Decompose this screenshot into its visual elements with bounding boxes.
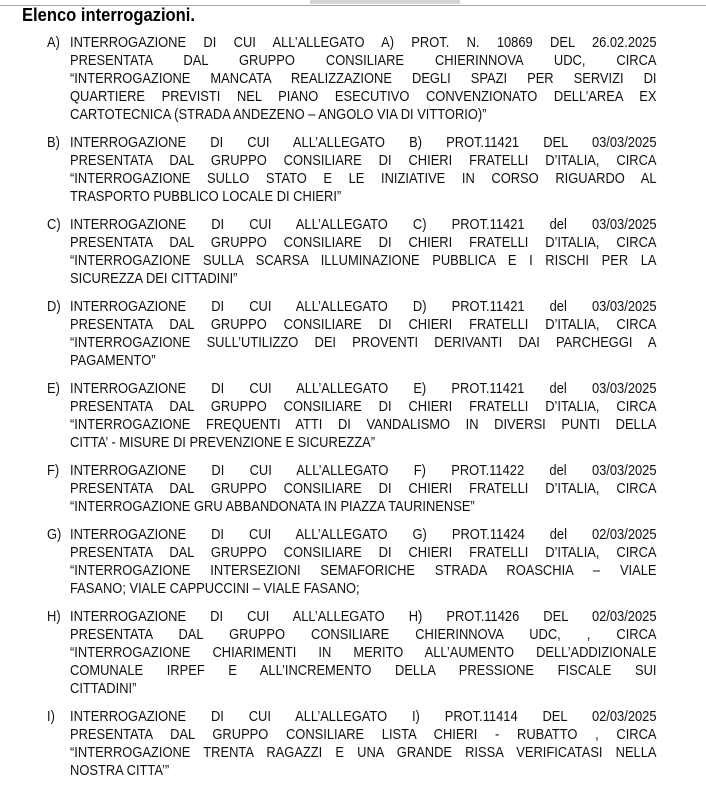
- text-line-content: PAGAMENTO”: [70, 352, 156, 369]
- interrogation-list: [0, 34, 706, 790]
- text-line: [70, 52, 657, 70]
- text-line: [70, 334, 657, 352]
- text-line-content: “INTERROGAZIONE SULLA SCARSA ILLUMINAZIONE PUBBLICA E I RISCHI PER LA: [70, 252, 657, 269]
- list-item-text: [70, 298, 657, 370]
- text-line-content: NOSTRA CITTA’”: [70, 762, 170, 779]
- text-line: [70, 526, 657, 544]
- list-item: [0, 34, 706, 124]
- text-line: [70, 416, 657, 434]
- text-line-content: “INTERROGAZIONE SULLO STATO E LE INIZIATIVE IN CORSO RIGUARDO AL: [70, 170, 657, 187]
- text-line-content: TRASPORTO PUBBLICO LOCALE DI CHIERI”: [70, 188, 342, 205]
- list-item-text: [70, 216, 657, 288]
- text-line-content: PRESENTATA DAL GRUPPO CONSILIARE DI CHIERI FRATELLI D’ITALIA, CIRCA: [70, 316, 657, 333]
- text-line-content: INTERROGAZIONE DI CUI ALL’ALLEGATO A) PROT. N. 10869 DEL 26.02.2025: [70, 34, 657, 51]
- text-line-content: PRESENTATA DAL GRUPPO CONSILIARE DI CHIERI FRATELLI D’ITALIA, CIRCA: [70, 152, 657, 169]
- text-line-content: PRESENTATA DAL GRUPPO CONSILIARE DI CHIERI FRATELLI D’ITALIA, CIRCA: [70, 480, 657, 497]
- text-line: [70, 352, 657, 370]
- list-item-text: [70, 134, 657, 206]
- text-line: [70, 762, 657, 780]
- section-heading: Elenco interrogazioni.: [22, 5, 195, 25]
- text-line: [70, 462, 657, 480]
- text-line-content: “INTERROGAZIONE INTERSEZIONI SEMAFORICHE STRADA ROASCHIA – VIALE: [70, 562, 657, 579]
- list-item-text: [70, 34, 657, 124]
- list-item: [0, 380, 706, 452]
- list-item-text: [70, 526, 657, 598]
- text-line-content: PRESENTATA DAL GRUPPO CONSILIARE DI CHIERI FRATELLI D’ITALIA, CIRCA: [70, 398, 657, 415]
- list-item-label: H): [47, 608, 61, 625]
- text-line-content: CITTADINI”: [70, 680, 137, 697]
- list-item-label: A): [47, 34, 60, 51]
- text-line-content: “INTERROGAZIONE FREQUENTI ATTI DI VANDALISMO IN DIVERSI PUNTI DELLA: [70, 416, 657, 433]
- text-line-content: PRESENTATA DAL GRUPPO CONSILIARE DI CHIERI FRATELLI D’ITALIA, CIRCA: [70, 234, 657, 251]
- text-line: [70, 34, 657, 52]
- list-item: [0, 134, 706, 206]
- text-line-content: PRESENTATA DAL GRUPPO CONSILIARE LISTA CHIERI - RUBATTO , CIRCA: [70, 726, 657, 743]
- list-item-label: F): [47, 462, 60, 479]
- list-item: [0, 216, 706, 288]
- list-item-label: I): [47, 708, 55, 725]
- text-line-content: INTERROGAZIONE DI CUI ALL’ALLEGATO D) PROT.11421 del 03/03/2025: [70, 298, 657, 315]
- text-line: [70, 106, 657, 124]
- text-line: [70, 152, 657, 170]
- text-line-content: SICUREZZA DEI CITTADINI”: [70, 270, 238, 287]
- list-item-label: G): [47, 526, 62, 543]
- scrollbar-thumb[interactable]: [310, 0, 460, 4]
- text-line: [70, 270, 657, 288]
- text-line: [70, 252, 657, 270]
- text-line-content: “INTERROGAZIONE CHIARIMENTI IN MERITO ALL’AUMENTO DELL’ADDIZIONALE: [70, 644, 657, 661]
- text-line-content: INTERROGAZIONE DI CUI ALL’ALLEGATO H) PROT.11426 DEL 02/03/2025: [70, 608, 657, 625]
- text-line-content: CITTA’ - MISURE DI PREVENZIONE E SICUREZZA”: [70, 434, 376, 451]
- text-line-content: COMUNALE IRPEF E ALL’INCREMENTO DELLA PRESSIONE FISCALE SUI: [70, 662, 657, 679]
- text-line: [70, 662, 657, 680]
- list-item-text: [70, 380, 657, 452]
- text-line: [70, 580, 657, 598]
- text-line: [70, 298, 657, 316]
- text-line: [70, 380, 657, 398]
- text-line-content: INTERROGAZIONE DI CUI ALL’ALLEGATO E) PROT.11421 del 03/03/2025: [70, 380, 657, 397]
- list-item-text: [70, 608, 657, 698]
- text-line-content: “INTERROGAZIONE TRENTA RAGAZZI E UNA GRANDE RISSA VERIFICATASI NELLA: [70, 744, 657, 761]
- text-line: [70, 544, 657, 562]
- list-item-text: [70, 708, 657, 780]
- text-line-content: CARTOTECNICA (STRADA ANDEZENO – ANGOLO VIA DI VITTORIO)”: [70, 106, 487, 123]
- list-item: [0, 708, 706, 780]
- list-item-label: E): [47, 380, 60, 397]
- text-line: [70, 434, 657, 452]
- text-line-content: PRESENTATA DAL GRUPPO CONSILIARE CHIERINNOVA UDC, , CIRCA: [70, 626, 657, 643]
- list-item: [0, 608, 706, 698]
- text-line: [70, 170, 657, 188]
- text-line-content: INTERROGAZIONE DI CUI ALL’ALLEGATO F) PROT.11422 del 03/03/2025: [70, 462, 657, 479]
- text-line-content: “INTERROGAZIONE MANCATA REALIZZAZIONE DEGLI SPAZI PER SERVIZI DI: [70, 70, 657, 87]
- text-line: [70, 562, 657, 580]
- text-line-content: “INTERROGAZIONE GRU ABBANDONATA IN PIAZZA TAURINENSE”: [70, 498, 475, 515]
- text-line-content: INTERROGAZIONE DI CUI ALL’ALLEGATO C) PROT.11421 del 03/03/2025: [70, 216, 657, 233]
- text-line-content: INTERROGAZIONE DI CUI ALL’ALLEGATO I) PROT.11414 DEL 02/03/2025: [70, 708, 657, 725]
- text-line: [70, 626, 657, 644]
- text-line: [70, 134, 657, 152]
- text-line: [70, 726, 657, 744]
- text-line: [70, 744, 657, 762]
- text-line: [70, 644, 657, 662]
- list-item-text: [70, 462, 657, 516]
- text-line-content: FASANO; VIALE CAPPUCCINI – VIALE FASANO;: [70, 580, 360, 597]
- list-item: [0, 462, 706, 516]
- text-line: [70, 234, 657, 252]
- text-line: [70, 708, 657, 726]
- list-item-label: B): [47, 134, 60, 151]
- text-line-content: QUARTIERE PREVISTI NEL PIANO ESECUTIVO CONVENZIONATO DELL’AREA EX: [70, 88, 657, 105]
- text-line-content: “INTERROGAZIONE SULL’UTILIZZO DEI PROVENTI DERIVANTI DAI PARCHEGGI A: [70, 334, 657, 351]
- text-line: [70, 88, 657, 106]
- text-line: [70, 188, 657, 206]
- text-line: [70, 316, 657, 334]
- text-line: [70, 398, 657, 416]
- text-line-content: PRESENTATA DAL GRUPPO CONSILIARE DI CHIERI FRATELLI D’ITALIA, CIRCA: [70, 544, 657, 561]
- text-line: [70, 480, 657, 498]
- text-line: [70, 70, 657, 88]
- text-line: [70, 498, 657, 516]
- text-line-content: PRESENTATA DAL GRUPPO CONSILIARE CHIERINNOVA UDC, CIRCA: [70, 52, 657, 69]
- text-line-content: INTERROGAZIONE DI CUI ALL’ALLEGATO G) PROT.11424 del 02/03/2025: [70, 526, 657, 543]
- text-line: [70, 216, 657, 234]
- list-item: [0, 526, 706, 598]
- text-line: [70, 680, 657, 698]
- list-item: [0, 298, 706, 370]
- list-item-label: C): [47, 216, 61, 233]
- text-line-content: INTERROGAZIONE DI CUI ALL’ALLEGATO B) PROT.11421 DEL 03/03/2025: [70, 134, 657, 151]
- text-line: [70, 608, 657, 626]
- list-item-label: D): [47, 298, 61, 315]
